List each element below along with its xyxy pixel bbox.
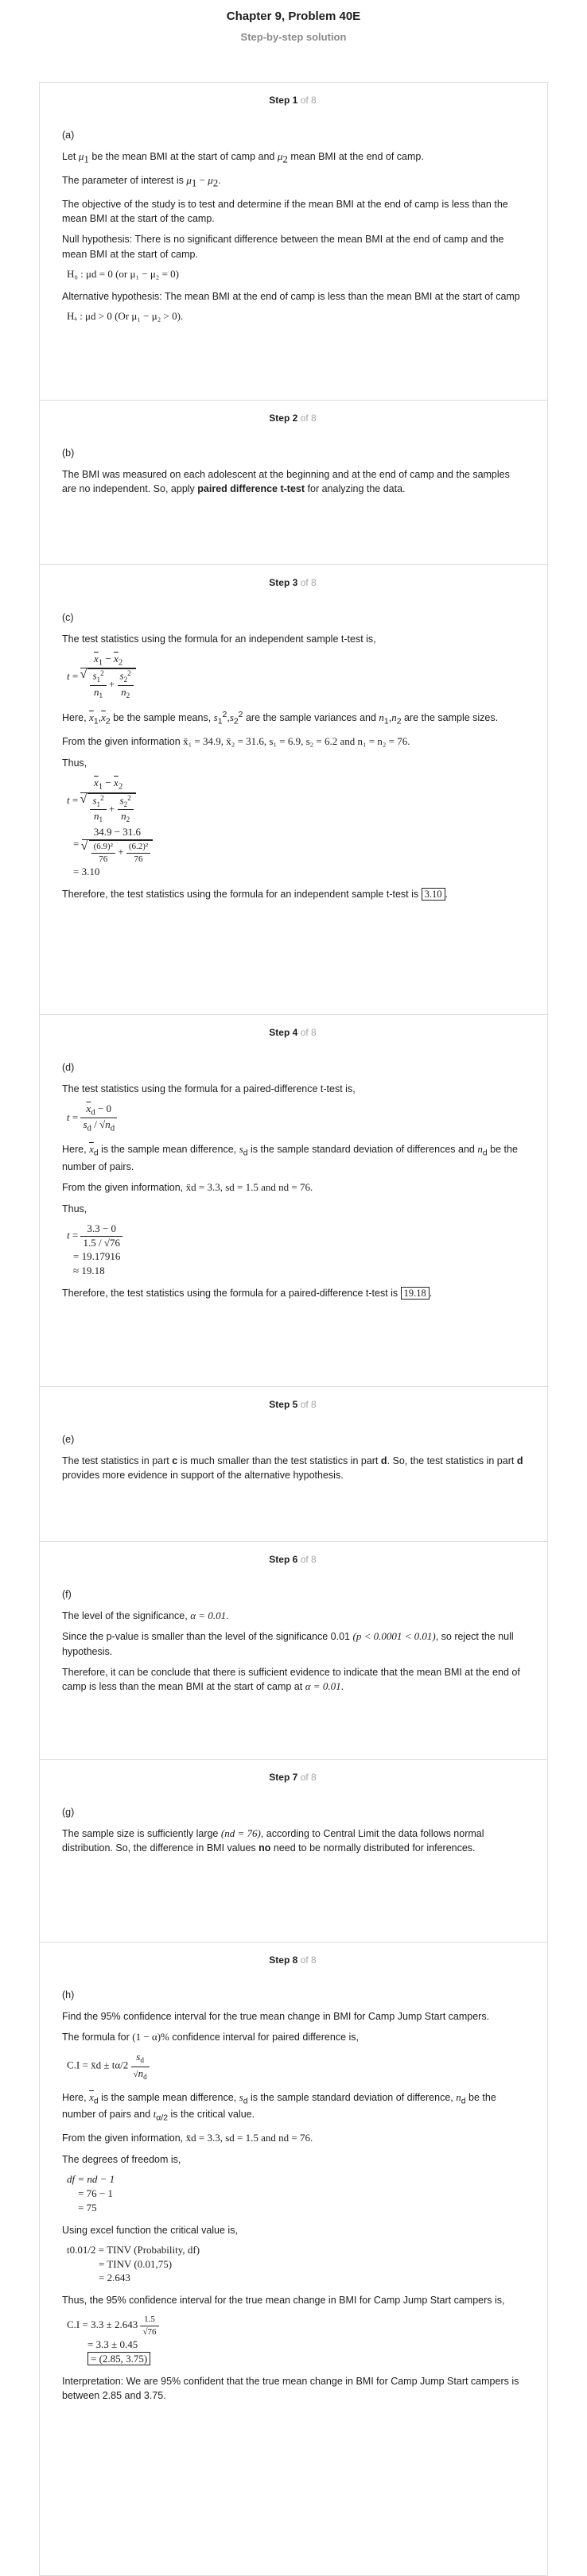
step-number: 1 [292, 95, 298, 106]
step-total: of 8 [300, 95, 317, 106]
step-total: of 8 [300, 577, 317, 588]
step-5 [40, 1387, 547, 1542]
step-total: of 8 [300, 1954, 317, 1966]
text-line: The degrees of freedom is, [62, 2153, 181, 2165]
step-total: of 8 [300, 1772, 317, 1783]
text-line: Here, $\overline{x}_1,\overline{x}_2$ be the sample means, $s_1^2,s_2^2$ are the sample variances and $n_1,n_2$ are the sample sizes. [62, 711, 499, 726]
text-line: From the given information, x̄d = 3.3, sd = 1.5 and nd = 76. [62, 2131, 313, 2144]
ci-calculation: C.I = 3.3 ± 2.643 $\frac{1.5}{√76}$ = 3.3 ± 0.45 = (2.85, 3.75) [67, 2314, 523, 2365]
step-label: Step [269, 413, 290, 424]
text-line: Thus, [62, 757, 87, 769]
conclusion-line: Therefore, the test statistics using the formula for an independent sample t-test is 3.10 . [62, 888, 448, 900]
step-header [62, 1954, 523, 1967]
ci-formula: C.I = x̄d ± tα/2 $\frac{s_d}{√n_d}$ [67, 2051, 523, 2082]
step-total: of 8 [300, 1399, 317, 1410]
page-title: Chapter 9, Problem 40E [226, 10, 361, 23]
step-number: 2 [292, 413, 298, 424]
step-label: Step [269, 1772, 290, 1783]
alt-hypothesis: Hₐ : μd > 0 (Or μ₁ − μ₂ > 0). [67, 309, 184, 322]
text-paragraph: Alternative hypothesis: The mean BMI at the end of camp is less than the mean BMI at the start of camp [62, 290, 520, 302]
step-total: of 8 [300, 1554, 317, 1565]
part-label: (f) [62, 1589, 72, 1601]
text-paragraph: Therefore, it can be conclude that there is sufficient evidence to indicate that the mean BMI at the end of camp is less than the mean BMI at the start of camp at α = 0.01. [62, 1667, 520, 1693]
step-6 [40, 1542, 547, 1760]
text-line: From the given information x̄₁ = 34.9, x̄₂ = 31.6, s₁ = 6.9, s₂ = 6.2 and n₁ = n₂ = 76. [62, 734, 410, 747]
text-line: Here, $\overline{x}_d$ is the sample mean difference, $s_d$ is the sample standard deviation of differences and $n_d$ be the number of pairs. [62, 1142, 518, 1172]
answer-box: 19.18 [401, 1287, 430, 1300]
paired-t-calculation: t = $\frac{3.3 - 0}{1.5 / √76}$ = 19.17916 ≈ 19.18 [67, 1222, 523, 1279]
part-label: (d) [62, 1062, 75, 1074]
text-paragraph: Find the 95% confidence interval for the true mean change in BMI for Camp Jump Start campers. [62, 2010, 490, 2022]
text-line: Using excel function the critical value is, [62, 2224, 238, 2236]
step-label: Step [269, 577, 290, 588]
part-label: (b) [62, 447, 75, 459]
part-label: (c) [62, 612, 74, 624]
text-paragraph: The BMI was measured on each adolescent at the beginning and at the end of camp and the samples are no independent. So, apply paired difference t-test for analyzing the data. [62, 468, 510, 494]
step-4 [40, 1015, 547, 1387]
step-header [62, 1026, 523, 1040]
conclusion-line: Therefore, the test statistics using the formula for a paired-difference t-test is 19.18 . [62, 1288, 433, 1300]
step-label: Step [269, 1954, 290, 1966]
text-line: The formula for (1 − α)% confidence interval for paired difference is, [62, 2030, 360, 2043]
step-number: 8 [292, 1954, 298, 1966]
step-number: 5 [292, 1399, 298, 1410]
step-number: 4 [292, 1027, 298, 1038]
step-header [62, 1553, 523, 1567]
steps-container [39, 82, 548, 2576]
step-header [62, 94, 523, 107]
text-paragraph: The objective of the study is to test and determine if the mean BMI at the end of camp is less than the mean BMI at the start of the camp. [62, 199, 508, 225]
step-header [62, 1771, 523, 1784]
part-label: (g) [62, 1807, 75, 1819]
text-paragraph: Since the p-value is smaller than the level of the significance 0.01 (p < 0.0001 < 0.01), so reject the null hypothesis. [62, 1630, 514, 1658]
step-total: of 8 [300, 413, 317, 424]
page-subtitle: Step-by-step solution [240, 31, 347, 43]
df-calculation: df = nd − 1 = 76 − 1 = 75 [67, 2172, 115, 2214]
step-header [62, 1398, 523, 1412]
text-paragraph: The test statistics using the formula for an independent sample t-test is, [62, 633, 376, 645]
step-2 [40, 401, 547, 565]
step-7 [40, 1760, 547, 1943]
text-paragraph: The test statistics using the formula for a paired-difference t-test is, [62, 1083, 356, 1094]
paired-t-formula: t = $\frac{\overline{x}_d - 0}{s_d / √n_d}$ [67, 1102, 523, 1134]
step-label: Step [269, 95, 290, 106]
step-8 [40, 1943, 547, 2575]
t-formula: t = $\overline{x}_1 - \overline{x}_2$ √ $\frac{s_1^2}{n_1}$ + $\frac{s_2^2}{n_2}$ [67, 653, 523, 702]
text-paragraph: Thus, the 95% confidence interval for the true mean change in BMI for Camp Jump Start campers is, [62, 2295, 505, 2307]
text-paragraph: The test statistics in part c is much smaller than the test statistics in part d. So, the test statistics in part d provides more evidence in support of the alternative hypothesis. [62, 1455, 523, 1481]
step-1 [40, 83, 547, 401]
part-label: (a) [62, 130, 75, 141]
text-paragraph: Null hypothesis: There is no significant difference between the mean BMI at the end of camp and the mean BMI at the start of camp. [62, 234, 504, 260]
text-line: From the given information, x̄d = 3.3, sd = 1.5 and nd = 76. [62, 1180, 313, 1193]
step-number: 7 [292, 1772, 298, 1783]
t-calculation: t = $\overline{x}_1 - \overline{x}_2$ √ $\frac{s_1^2}{n_1}$ + $\frac{s_2^2}{n_2}$ = 34.9 − 31.6 √ $\frac{\text{(6.9)²}}{76}$ + $\frac{\text{(6.2)²}}{76}$ = 3.10 [67, 777, 523, 879]
step-total: of 8 [300, 1027, 317, 1038]
text-line: The parameter of interest is $\mu_1 - \mu_2$. [62, 173, 221, 189]
step-header [62, 412, 523, 425]
step-label: Step [269, 1399, 290, 1410]
text-line: Thus, [62, 1203, 87, 1214]
critical-value-calculation: t0.01/2 = TINV (Probability, df) = TINV (0.01,75) = 2.643 [67, 2243, 200, 2284]
answer-box: 3.10 [422, 888, 445, 901]
part-label: (h) [62, 1989, 75, 2001]
null-hypothesis: H₀ : μd = 0 (or μ₁ − μ₂ = 0) [67, 267, 179, 280]
interpretation-text: Interpretation: We are 95% confident that the true mean change in BMI for Camp Jump Start campers is between 2.85 and 3.75. [62, 2375, 519, 2401]
step-label: Step [269, 1554, 290, 1565]
part-label: (e) [62, 1434, 75, 1446]
text-line: Here, $\overline{x}_d$ is the sample mean difference, $s_d$ is the sample standard deviation of difference, $n_d$ be the number of pairs and $t_{\alpha/2}$ is the critical value. [62, 2090, 496, 2123]
step-number: 6 [292, 1554, 298, 1565]
step-number: 3 [292, 577, 298, 588]
text-line: The level of the significance, α = 0.01. [62, 1609, 229, 1621]
step-label: Step [269, 1027, 290, 1038]
step-3 [40, 565, 547, 1015]
text-paragraph: The sample size is sufficiently large (nd = 76), according to Central Limit the data follows normal distribution. So, the difference in BMI values no need to be normally distributed for inferences. [62, 1826, 484, 1854]
answer-box: = (2.85, 3.75) [87, 2352, 150, 2365]
text-line: Let $\mu_1$ be the mean BMI at the start of camp and $\mu_2$ mean BMI at the end of camp. [62, 149, 424, 165]
step-header [62, 576, 523, 590]
